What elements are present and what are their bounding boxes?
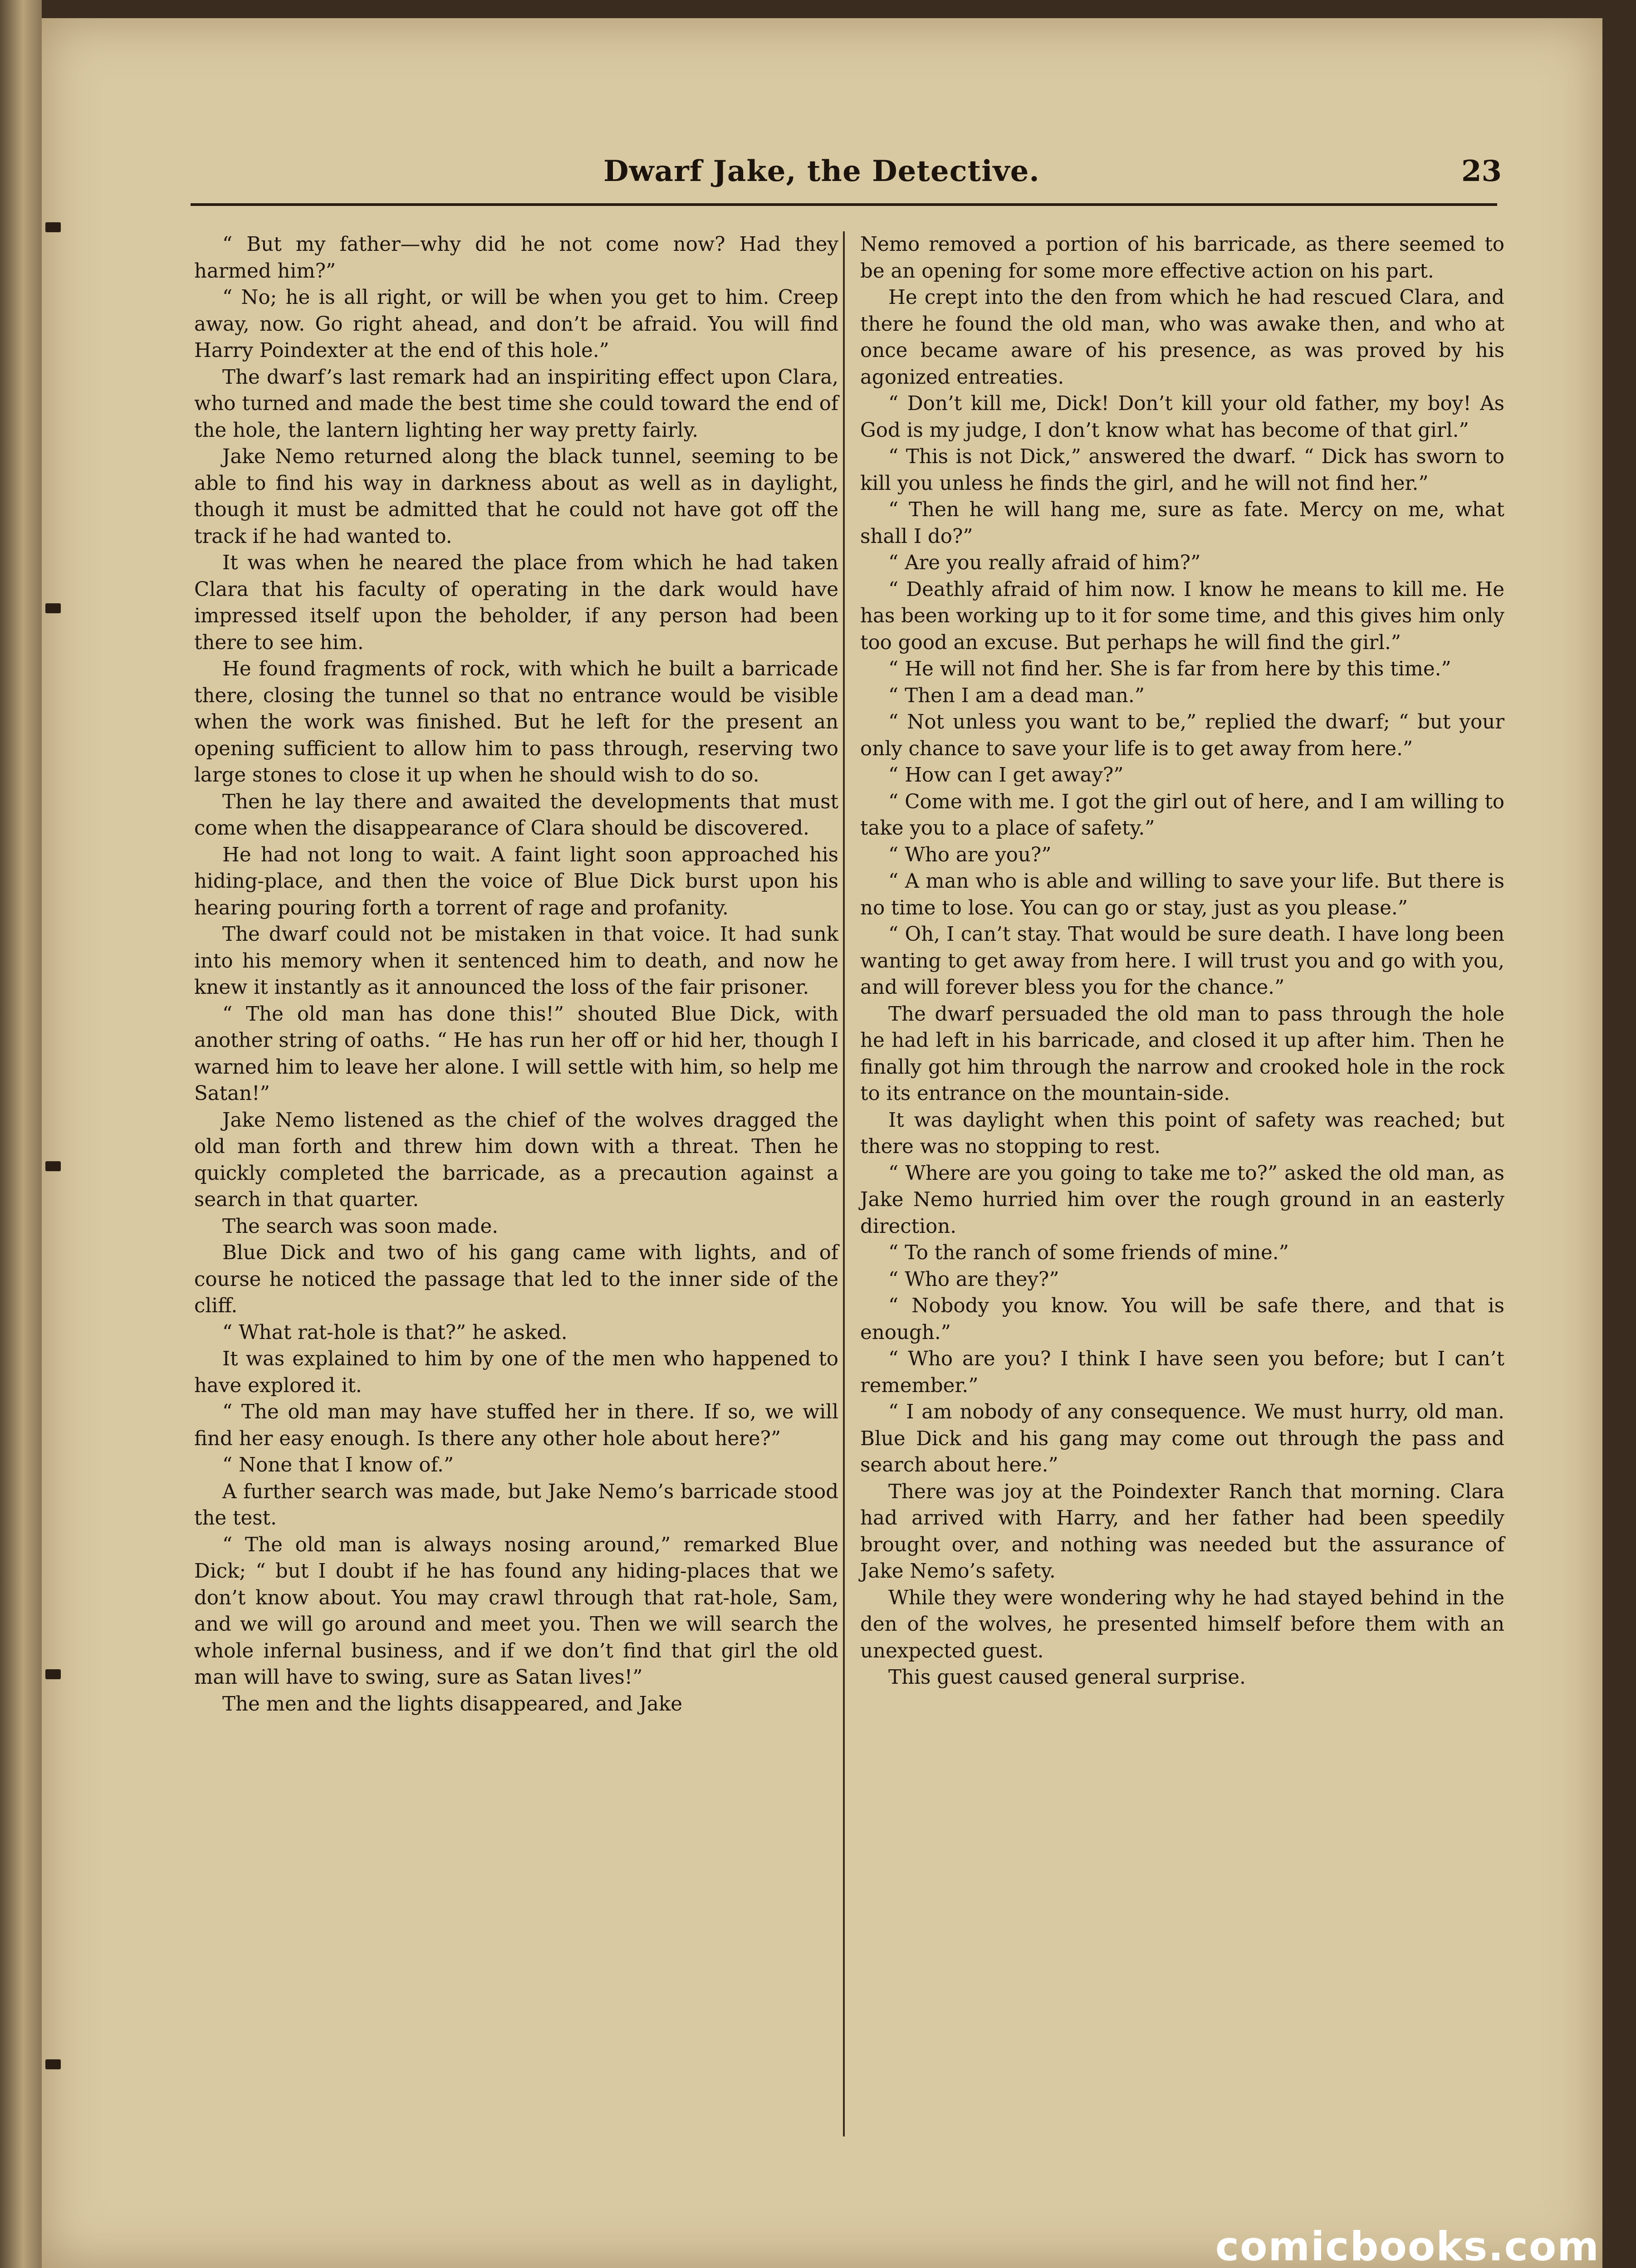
binding-stitch: [45, 2059, 61, 2069]
paragraph: “ Deathly afraid of him now. I know he means to kill me. He has been working up to it for some time, and this gives him only too good an excuse. But perhaps he will find the girl.”: [860, 578, 1504, 654]
paragraph: Jake Nemo returned along the black tunnel, seeming to be able to find his way in darkness about as well as in daylight, though it must be admitted that he could not have got off the track if he had wanted to.: [194, 445, 838, 548]
paragraph: It was explained to him by one of the men who happened to have explored it.: [194, 1348, 838, 1397]
paragraph: Jake Nemo listened as the chief of the wolves dragged the old man forth and threw him down with a threat. Then he quickly completed the barricade, as a precaution against a search in that quarter.: [194, 1109, 838, 1211]
paragraph: “ Who are they?”: [888, 1268, 1059, 1291]
paragraph: “ What rat-hole is that?” he asked.: [222, 1321, 568, 1344]
watermark: comicbooks.com: [1215, 2223, 1600, 2268]
binding-stitch: [45, 222, 61, 232]
paragraph: “ A man who is able and willing to save your life. But there is no time to lose. You can go or stay, just as you please.”: [860, 870, 1504, 919]
paragraph: “ The old man is always nosing around,” remarked Blue Dick; “ but I doubt if he has found any hiding-places that we don’t know about. You may crawl through that rat-hole, Sam, and we will go around and meet you. Then we will search the whole infernal business, and if we don’t find that girl the old man will have to swing, sure as Satan lives!”: [194, 1533, 838, 1689]
paragraph: The dwarf could not be mistaken in that voice. It had sunk into his memory when it sentenced him to death, and now he knew it instantly as it announced the loss of the fair prisoner.: [194, 923, 838, 999]
paragraph: “ The old man may have stuffed her in there. If so, we will find her easy enough. Is there any other hole about here?”: [194, 1401, 838, 1450]
paragraph: “ To the ranch of some friends of mine.”: [888, 1242, 1289, 1264]
paragraph: “ Come with me. I got the girl out of here, and I am willing to take you to a place of safety.”: [860, 790, 1504, 840]
paragraph: “ None that I know of.”: [222, 1454, 454, 1476]
paragraph: He found fragments of rock, with which he built a barricade there, closing the tunnel so that no entrance would be visible when the work was finished. But he left for the present an opening sufficient to allow him to pass through, reserving two large stones to close it up when he should wish to do so.: [194, 658, 838, 787]
paragraph: “ Then he will hang me, sure as fate. Mercy on me, what shall I do?”: [860, 499, 1504, 548]
paragraph: “ The old man has done this!” shouted Blue Dick, with another string of oaths. “ He has run her off or hid her, though I warned him to leave her alone. I will settle with him, so help me Satan!”: [194, 1002, 838, 1105]
paragraph: He crept into the den from which he had rescued Clara, and there he found the old man, who was awake then, and who at once became aware of his presence, as was proved by his agonized entreaties.: [860, 286, 1504, 389]
paragraph: This guest caused general surprise.: [888, 1666, 1246, 1689]
paragraph: Blue Dick and two of his gang came with lights, and of course he noticed the passage that led to the inner side of the cliff.: [194, 1242, 838, 1317]
paragraph-continued: Nemo removed a portion of his barricade, as there seemed to be an opening for some more effective action on his part.: [860, 233, 1504, 283]
paragraph: “ But my father—why did he not come now? Had they harmed him?”: [194, 233, 838, 283]
paragraph: “ Not unless you want to be,” replied the dwarf; “ but your only chance to save your life is to get away from here.”: [860, 711, 1504, 760]
paragraph: While they were wondering why he had stayed behind in the den of the wolves, he presented himself before them with an unexpected guest.: [860, 1586, 1504, 1662]
column-divider: [843, 231, 845, 2136]
paragraph: The men and the lights disappeared, and Jake: [222, 1692, 682, 1716]
paragraph: “ How can I get away?”: [888, 764, 1124, 787]
binding-stitch: [45, 603, 61, 613]
paragraph: “ Where are you going to take me to?” asked the old man, as Jake Nemo hurried him over the rough ground in an easterly direction.: [860, 1162, 1504, 1238]
paragraph: “ Nobody you know. You will be safe there, and that is enough.”: [860, 1295, 1504, 1344]
paragraph: It was when he neared the place from which he had taken Clara that his faculty of operating in the dark would have impressed itself upon the beholder, if any person had been there to see him.: [194, 552, 838, 654]
right-column: [860, 231, 1504, 1691]
paragraph: There was joy at the Poindexter Ranch that morning. Clara had arrived with Harry, and her father had been speedily brought over, and nothing was needed but the assurance of Jake Nemo’s safety.: [860, 1480, 1504, 1583]
page-header: [186, 154, 1502, 195]
paragraph: “ Then I am a dead man.”: [888, 684, 1145, 707]
paragraph: He had not long to wait. A faint light soon approached his hiding-place, and then the voice of Blue Dick burst upon his hearing pouring forth a torrent of rage and profanity.: [194, 843, 838, 919]
paragraph: Then he lay there and awaited the developments that must come when the disappearance of Clara should be discovered.: [194, 790, 838, 840]
page-number: 23: [1461, 154, 1502, 188]
binding-gutter: [0, 0, 42, 2268]
left-column: [194, 231, 838, 1717]
paragraph: “ Who are you? I think I have seen you before; but I can’t remember.”: [860, 1348, 1504, 1397]
header-rule: [191, 203, 1497, 206]
paragraph: “ He will not find her. She is far from here by this time.”: [888, 658, 1451, 680]
binding-stitch: [45, 1161, 61, 1171]
paragraph: “ Oh, I can’t stay. That would be sure death. I have long been wanting to get away from here. I will trust you and go with you, and will forever bless you for the chance.”: [860, 923, 1504, 999]
paragraph: “ No; he is all right, or will be when you get to him. Creep away, now. Go right ahead, and don’t be afraid. You will find Harry Poindexter at the end of this hole.”: [194, 286, 838, 362]
paragraph: “ Who are you?”: [888, 843, 1052, 866]
running-title: Dwarf Jake, the Detective.: [603, 154, 1040, 188]
paragraph: The dwarf’s last remark had an inspiriting effect upon Clara, who turned and made the best time she could toward the end of the hole, the lantern lighting her way pretty fairly.: [194, 366, 838, 442]
paragraph: The dwarf persuaded the old man to pass through the hole he had left in his barricade, and closed it up after him. Then he finally got him through the narrow and crooked hole in the rock to its entrance on the mountain-side.: [860, 1002, 1504, 1105]
binding-stitch: [45, 1669, 61, 1679]
paragraph: It was daylight when this point of safety was reached; but there was no stopping to rest.: [860, 1109, 1504, 1158]
paragraph: “ Are you really afraid of him?”: [888, 552, 1201, 574]
paragraph: “ I am nobody of any consequence. We must hurry, old man. Blue Dick and his gang may come out through the pass and search about here.”: [860, 1401, 1504, 1476]
paragraph: “ Don’t kill me, Dick! Don’t kill your old father, my boy! As God is my judge, I don’t know what has become of that girl.”: [860, 392, 1504, 442]
paragraph: The search was soon made.: [222, 1215, 499, 1238]
paragraph: A further search was made, but Jake Nemo’s barricade stood the test.: [194, 1480, 838, 1530]
paragraph: “ This is not Dick,” answered the dwarf. “ Dick has sworn to kill you unless he finds the girl, and he will not find her.”: [860, 445, 1504, 495]
